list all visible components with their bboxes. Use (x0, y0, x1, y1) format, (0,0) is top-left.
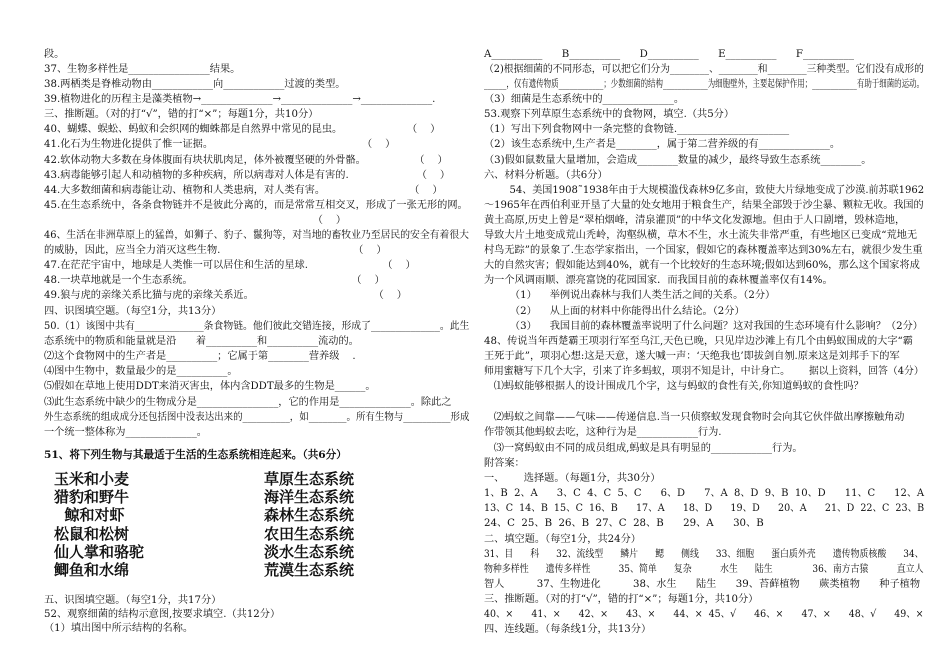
right-line: ⑵蚂蚁之间靠——气味——传递信息.当一只侦察蚁发现食物时会向其它伙伴做出摩擦触角动 (484, 412, 905, 423)
left-line: 44.大多数细菌和病毒能让动、植物和人类患病，对人类有害。 （ ） (44, 185, 443, 196)
right-line: 导致大片土地变成荒山秃岭，沟壑纵横，草木不生，水土流失非常严重，有些地区已变成“荒地无 (484, 230, 918, 241)
right-line: 村鸟无踪”的景象了.生态学家指出，一个国家，假如它的森林覆盖率达到30%左右，就很少发生重 (484, 245, 923, 256)
match-ecosystem: 海洋生态系统 (264, 488, 355, 507)
right-line: 大的自然灾害；假如能达到40%，就有一个比较好的生态环境;假如达到60%，那么这个国家将成 (484, 260, 920, 271)
right-line: 三、推断题。（对的打“√”，错的打“×”；每题1分，共10分） (484, 594, 759, 605)
left-line: 段。 (44, 49, 65, 60)
left-line: 39.植物进化的历程主是藻类植物→______________→______________→______________. (44, 94, 436, 105)
right-line: A__________ B__________ D__________ E__________ F__________ (484, 49, 854, 60)
right-line: （3）细菌是生态系统中的______________。 (484, 94, 685, 105)
right-line: 王死于此”，项羽心想:这是天意，遂大喊一声：‘天绝我也’即拔剑自刎.原来这是刘邦手下的军 (484, 351, 900, 362)
left-line: 一个统一整体称为______________。 (44, 427, 207, 438)
right-line: 物种多样性 遗传多样性 35、简单 复杂 水生 陆生 36、南方古猿 直立人 (484, 564, 924, 575)
right-line: （1）写出下列食物网中一条完整的食物链.______________________ (484, 124, 790, 135)
right-line: 四、连线题。（每条线1分，共13分） (484, 624, 652, 635)
match-organism: 玉米和小麦 (54, 470, 130, 488)
right-line: （2） 从上面的材料中你能得出什么结论。（2分） (484, 306, 745, 317)
right-line: ⑴蚂蚁能够根据人的设计围成几个字，这与蚂蚁的食性有关,你知道蚂蚁的食性吗？ (484, 381, 864, 392)
left-line: 46、生活在非洲草原上的猛兽，如狮子、豹子、鬣狗等，对当地的畜牧业乃至居民的安全有着很大 (44, 230, 469, 241)
right-line: 24、C 25、B 26、B 27、C 28、B 29、A 30、B (484, 518, 764, 529)
right-line: （2)根据细菌的不同形态，可以把它们分为________、________和________三种类型。它们没有成形的 (484, 64, 924, 75)
match-ecosystem: 草原生态系统 (264, 470, 355, 488)
right-line: 31、目 科 32、流线型 鳞片 鳃 侧线 33、细胞 蛋白质外壳 遗传物质核酸 34、 (484, 549, 924, 560)
match-organism: 松鼠和松树 (54, 524, 130, 543)
match-ecosystem: 农田生态系统 (264, 524, 355, 543)
match-organism: 仙人掌和骆驼 (54, 542, 145, 561)
match-organism: 猎豹和野牛 (54, 488, 130, 507)
right-line: （3） 我国目前的森林覆盖率说明了什么问题？这对我国的生态环境有什么影响？（2分） (484, 321, 923, 332)
left-line: 四、识图填空题。（每空1分，共13分） (44, 306, 222, 317)
left-line: 47.在茫茫宇宙中，地球是人类惟一可以居住和生活的星球. （ ） (44, 260, 416, 271)
match-organism: 鲫鱼和水绵 (54, 561, 130, 579)
right-line: 二、填空题。（每空1分，共24分） (484, 534, 641, 545)
right-line: 13、C 14、B 15、C 16、B 17、A 18、D 19、D 20、A 21、D 22、C 23、B (484, 503, 925, 514)
right-line: 为一个风调雨顺、漂亮富饶的花园国家．而我国目前的森林覆盖率仅有14%。 (484, 275, 833, 286)
left-line: 48.一块草地就是一个生态系统。 （ ） (44, 275, 385, 286)
right-line: 48、传说当年西楚霸王项羽行军至乌江,天色已晚，只见岸边沙滩上有几个由蚂蚁围成的大字“霸 (484, 336, 913, 347)
match-organism: 鲸和对虾 (54, 506, 125, 525)
right-line: ______，仅有遗传物质____________；少数细菌的结构____________为细胞壁外，主要起保护作用；____________有助于细菌的运动。 (484, 79, 924, 90)
right-line: （1） 举例说出森林与我们人类生活之间的关系。（2分） (484, 290, 776, 301)
left-line: 43.病毒能够引起人和动植物的多种疾病，所以病毒对人体是有害的. （ ） (44, 170, 451, 181)
left-line: 外生态系统的组成成分还包括图中没表达出来的__________，如________。所有生物与__________形成 (44, 412, 470, 423)
left-line: 40、蝴蝶、蜈蚣、蚂蚁和会织网的蜘蛛都是自然界中常见的昆虫。 （ ） (44, 124, 441, 135)
left-line: 42.软体动物大多数在身体腹面有块状肌肉足，体外被覆坚硬的外骨骼。 （ ） (44, 155, 448, 166)
right-line: ⑶一窝蚂蚁由不同的成员组成,蚂蚁是具有明显的____________行为。 (484, 443, 803, 454)
right-line: （2）该生态系统中,生产者是________，属于第二营养级的有______________。 (484, 139, 841, 150)
left-line: ⑷图中生物中，数量最少的是__________。 (44, 366, 238, 377)
left-line: 37、生物多样性是________________结果。 (44, 64, 241, 75)
right-line: 40、× 41、× 42、× 43、× 44、× 45、√ 46、× 47、× 48、√ 49、× (484, 609, 924, 620)
right-line: 53.观察下列草原生态系统中的食物网，填空.（共5分） (484, 109, 735, 120)
left-line: 50.（1）该图中共有______________条食物链。他们彼此交错连接，形成了______________。此生 (44, 321, 470, 332)
left-line: （ ） (44, 215, 347, 226)
match-ecosystem: 荒漠生态系统 (264, 561, 355, 579)
left-line: ⑵这个食物网中的生产者是__________；它属于第________营养级 . (44, 351, 356, 362)
right-line: ～1965年在西伯利亚开垦了大量的处女地用于粮食生产，结果全部毁于沙尘暴、颗粒无收。我国的 (484, 200, 924, 211)
right-line: 黄土高原,历史上曾是“翠柏烟峰，清泉灌顶”的中华文化发源地。但由于人口剧增，毁林造地， (484, 215, 906, 226)
left-line: 38.两栖类是脊椎动物由____________向____________过渡的类型。 (44, 79, 346, 90)
matching-question-title: 51、将下列生物与其最适于生活的生态系统相连起来。（共6分） (44, 449, 347, 461)
left-line: 41.化石为生物进化提供了惟一证据。 （ ） (44, 139, 396, 150)
left-line: ⑶此生态系统中缺少的生物成分是________________，它的作用是______________。除此之 (44, 397, 452, 408)
right-line: 54、美国1908˜1938年由于大规模滥伐森林9亿多亩，致使大片绿地变成了沙漠.前苏联1962 (484, 185, 925, 196)
right-line: 六、材料分析题。（共6分） (484, 170, 608, 181)
right-line: （3)假如鼠数量大量增加，会造成________数量的减少，最终导致生态系统________。 (484, 155, 872, 166)
right-line: 附答案： (484, 458, 525, 469)
right-line: 师用蜜糖写下几个大字，引来了许多蚂蚁，项羽不知是计，中计身亡。 据以上资料，回答（4分） (484, 366, 924, 377)
left-bottom-line: （1）填出图中所示结构的名称。 (44, 623, 194, 634)
left-bottom-line: 五、识图填空题。（每空1分，共17分） (44, 595, 222, 606)
right-line: 一、 选择题。（每题1分，共30分） (484, 473, 661, 484)
match-ecosystem: 森林生态系统 (264, 506, 355, 525)
left-line: 49.狼与虎的亲缘关系比猫与虎的亲缘关系近。 （ ） (44, 290, 407, 301)
left-line: 的威胁，因此，应当全力消灭这些生物. （ ） (44, 245, 387, 256)
left-bottom-line: 52、观察细菌的结构示意图,按要求填空.（共12分） (44, 609, 281, 620)
left-line: 三、推断题。（对的打“√”，错的打“×”；每题1分，共10分） (44, 109, 319, 120)
left-line: 45.在生态系统中，各条食物链并不是彼此分离的，而是常常互相交叉，形成了一张无形的网。 (44, 200, 468, 211)
right-line: 智人 37、生物进化 38、水生 陆生 39、苔藓植物 蕨类植物 种子植物 (484, 579, 921, 590)
left-line: 态系统中的物质和能量就是沿 着__________和__________流动的。 (44, 336, 359, 347)
left-line: ⑸假如在草地上使用DDT来消灭害虫，体内含DDT最多的生物是______。 (44, 381, 376, 392)
right-line: 1、B 2、A 3、C 4、C 5、C 6、D 7、A 8、D 9、B 10、D 11、C 12、A (484, 488, 925, 499)
match-ecosystem: 淡水生态系统 (264, 542, 355, 561)
right-line: 作带领其他蚂蚁去吃，这种行为是____________行为. (484, 427, 722, 438)
